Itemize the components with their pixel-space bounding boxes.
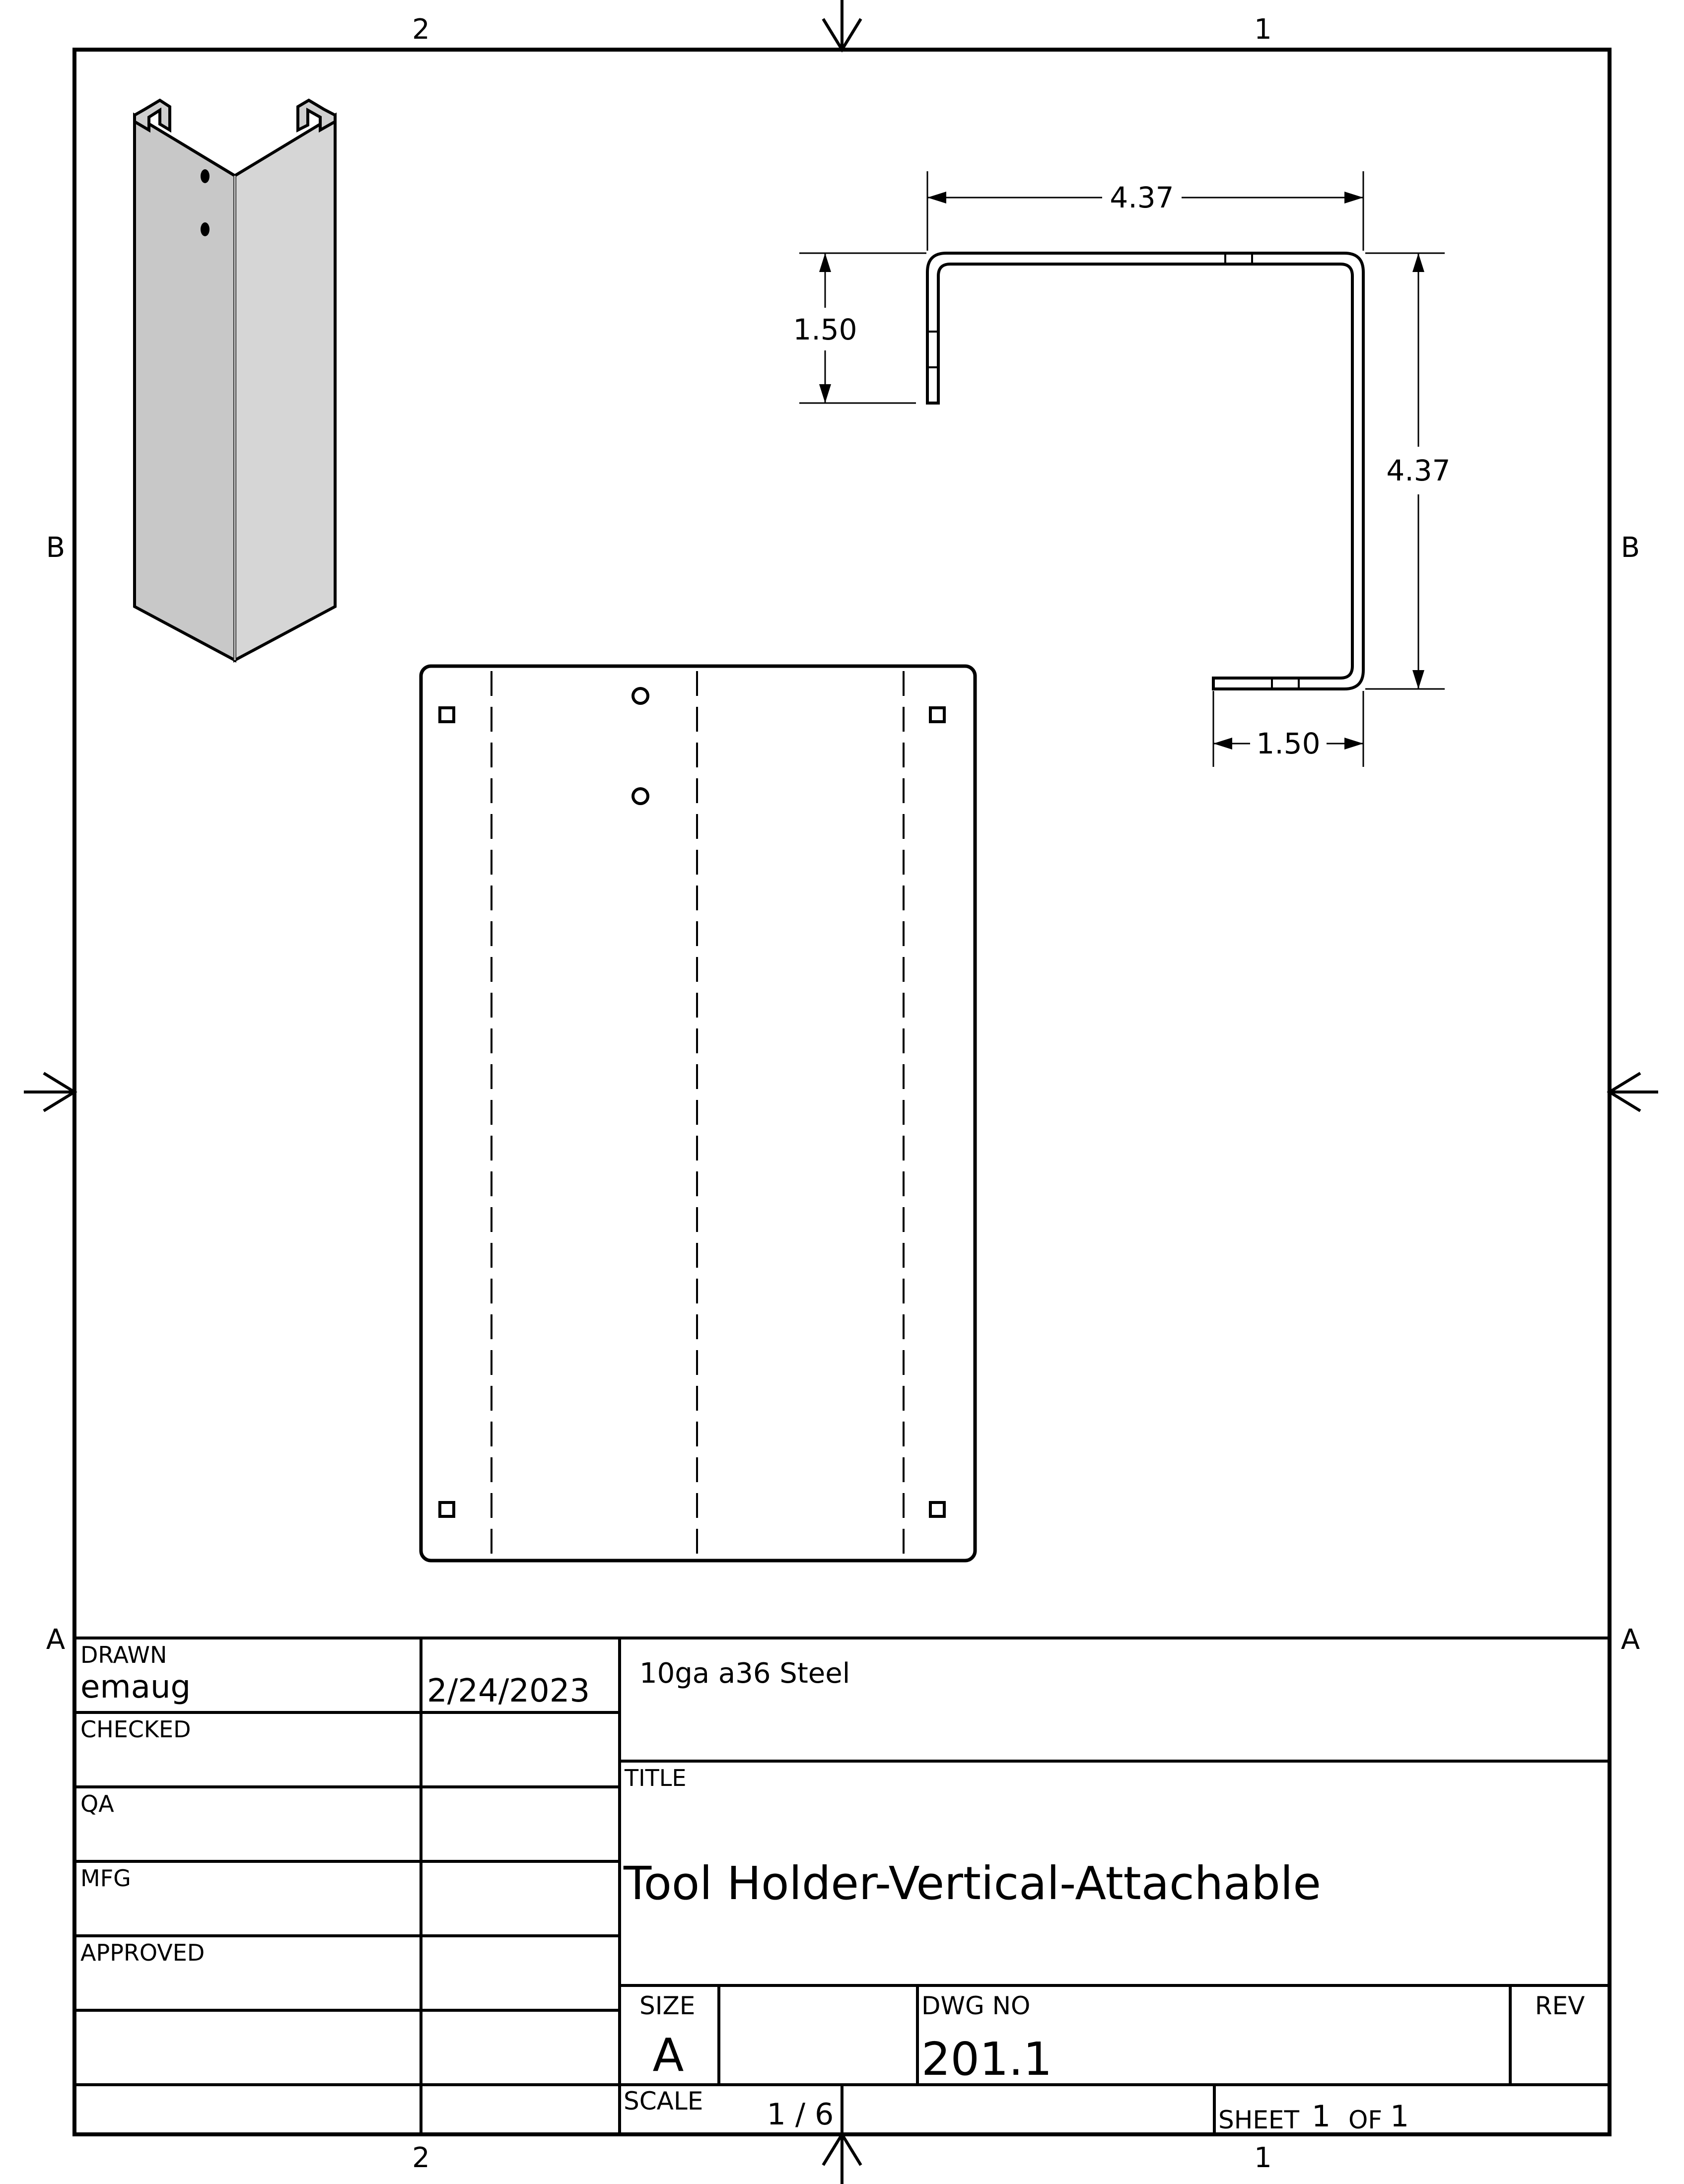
- drawn-date-value: 2/24/2023: [427, 1673, 590, 1709]
- mounting-hole-lower: [633, 789, 648, 804]
- approved-label: APPROVED: [80, 1939, 205, 1966]
- centering-marker-left: [24, 1073, 74, 1111]
- zone-label-left-B: B: [46, 532, 66, 564]
- size-value: A: [652, 2029, 684, 2082]
- sheet-total: 1: [1390, 2099, 1409, 2134]
- sheet-number: 1: [1312, 2099, 1331, 2134]
- square-hole-bottom-right: [930, 1502, 944, 1516]
- square-hole-top-right: [930, 708, 944, 722]
- checked-label: CHECKED: [80, 1716, 191, 1743]
- dwg-no-value: 201.1: [921, 2033, 1052, 2086]
- drawn-by-value: emaug: [80, 1669, 191, 1706]
- zone-label-top-1: 1: [1254, 13, 1272, 46]
- zone-label-left-A: A: [46, 1624, 66, 1656]
- title-label: TITLE: [625, 1765, 687, 1791]
- scale-value: 1 / 6: [767, 2097, 834, 2132]
- material-value: 10ga a36 Steel: [639, 1657, 850, 1690]
- mounting-hole-upper: [633, 688, 648, 703]
- dimension-bottom-flange: [1213, 691, 1363, 767]
- dimension-label-left-flange: 1.50: [793, 313, 857, 346]
- zone-label-bottom-2: 2: [412, 2142, 430, 2174]
- of-label: OF: [1348, 2106, 1383, 2134]
- dimension-label-top-width: 4.37: [1110, 181, 1174, 214]
- iso-hole-lower: [201, 222, 210, 236]
- square-hole-top-left: [440, 708, 454, 722]
- dimension-top-width: [927, 171, 1363, 251]
- zone-label-bottom-1: 1: [1254, 2142, 1272, 2174]
- scale-label: SCALE: [624, 2087, 703, 2116]
- zone-label-right-A: A: [1620, 1624, 1640, 1656]
- centering-marker-top: [823, 0, 861, 50]
- centering-marker-right: [1610, 1073, 1658, 1111]
- dimension-left-flange: [793, 253, 926, 403]
- zone-label-top-2: 2: [412, 13, 430, 46]
- size-label: SIZE: [639, 1991, 696, 2020]
- dimension-label-bottom-flange: 1.50: [1256, 727, 1321, 760]
- drawn-label: DRAWN: [80, 1641, 167, 1668]
- profile-view: [927, 253, 1363, 689]
- iso-hole-upper: [201, 169, 210, 183]
- dwg-no-label: DWG NO: [921, 1991, 1031, 2020]
- rev-label: REV: [1535, 1991, 1585, 2020]
- qa-label: QA: [80, 1790, 114, 1817]
- centering-marker-bottom: [823, 2134, 861, 2184]
- drawing-title: Tool Holder-Vertical-Attachable: [624, 1857, 1321, 1910]
- dimension-right-height: [1365, 253, 1451, 689]
- square-hole-bottom-left: [440, 1502, 454, 1516]
- sheet-label: SHEET: [1218, 2106, 1300, 2134]
- zone-label-right-B: B: [1620, 532, 1640, 564]
- mfg-label: MFG: [80, 1865, 131, 1892]
- dimension-label-right-height: 4.37: [1386, 454, 1451, 487]
- isometric-view: [135, 100, 335, 660]
- flat-pattern-view: [421, 666, 975, 1561]
